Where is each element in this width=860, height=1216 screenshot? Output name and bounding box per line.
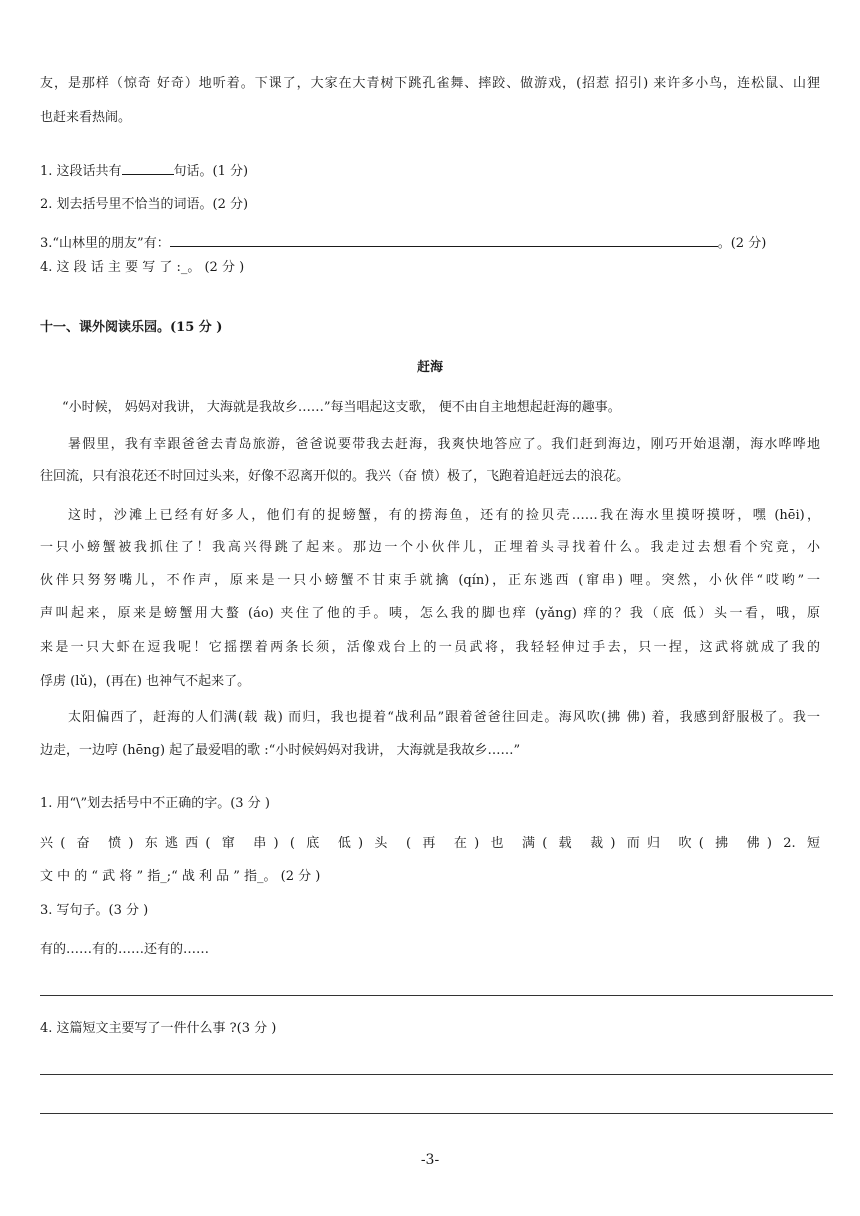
article-line: 俘虏 (lǔ)，(再在) 也神气不起来了。: [40, 674, 251, 689]
question-text: 。(2 分): [717, 236, 767, 251]
page-number: -3-: [420, 1152, 440, 1168]
question-text: 1. 这段话共有: [40, 164, 122, 179]
answer-blank[interactable]: [170, 246, 718, 247]
article-line: 暑假里，我有幸跟爸爸去青岛旅游，爸爸说要带我去赶海，我爽快地答应了。我们赶到海边，刚巧开始退潮，海水哗哗地: [68, 437, 820, 452]
question-2: 文 中 的 “ 武 将 ” 指_;“ 战 利 品 ” 指_。 (2 分 ): [40, 869, 321, 884]
question-text: 句话。(1 分): [173, 164, 249, 179]
question-options-line: 兴( 奋 愤) 东逃西( 窜 串) ( 底 低) 头 ( 再 在) 也 满( 载 裁) 而归 吹( 拂 佛) 2. 短: [40, 836, 820, 851]
article-line: 往回流，只有浪花还不时回过头来，好像不忍离开似的。我兴（奋 愤）极了，飞跑着追赶远去的浪花。: [40, 469, 630, 484]
question-1: [40, 162, 248, 182]
article-line: 边走，一边哼 (hēng) 起了最爱唱的歌 :“小时候妈妈对我讲， 大海就是我故乡……”: [40, 743, 521, 758]
question-3: [40, 234, 766, 254]
question-1: 1. 用“\”划去括号中不正确的字。(3 分 ): [40, 796, 270, 811]
article-line: 来是一只大虾在逗我呢！它摇摆着两条长须，活像戏台上的一员武将，我轻轻伸过手去，只一捏，这武将就成了我的: [40, 640, 820, 655]
question-4: 4. 这 段 话 主 要 写 了 :_。 (2 分 ): [40, 260, 245, 275]
question-3: 3. 写句子。(3 分 ): [40, 903, 149, 918]
answer-blank[interactable]: [122, 174, 174, 175]
question-2: 2. 划去括号里不恰当的词语。(2 分): [40, 197, 249, 212]
article-line: 这时，沙滩上已经有好多人，他们有的捉螃蟹，有的捞海鱼，还有的捡贝壳……我在海水里摸呀摸呀，嘿 (hēi)，: [68, 508, 820, 523]
article-line: 一只小螃蟹被我抓住了！我高兴得跳了起来。那边一个小伙伴儿，正埋着头寻找着什么。我走过去想看个究竟，小: [40, 540, 820, 555]
article-line: 声叫起来，原来是螃蟹用大螯 (áo) 夹住了他的手。咦，怎么我的脚也痒 (yǎng) 痒的？我（底 低）头一看，哦，原: [40, 606, 820, 621]
article-line: 伙伴只努努嘴儿，不作声，原来是一只小螃蟹不甘束手就擒 (qín)，正东逃西 (窜串) 哩。突然，小伙伴“哎哟”一: [40, 573, 820, 588]
question-text: 3.“山林里的朋友”有: [40, 236, 157, 251]
article-line: 太阳偏西了，赶海的人们满(载 裁) 而归，我也提着“战利品”跟着爸爸往回走。海风吹(拂 佛) 着，我感到舒服极了。我一: [68, 710, 820, 725]
section-heading: 十一、课外阅读乐园。(15 分 ): [40, 320, 223, 335]
question-text: ：: [156, 236, 170, 251]
passage-line: 友，是那样（惊奇 好奇）地听着。下课了，大家在大青树下跳孔雀舞、摔跤、做游戏，(招惹 招引) 来许多小鸟，连松鼠、山狸: [40, 76, 820, 91]
passage-line: 也赶来看热闹。: [40, 110, 132, 125]
article-title: 赶海: [416, 360, 443, 375]
answer-line[interactable]: [40, 1113, 833, 1114]
answer-line[interactable]: [40, 1074, 833, 1075]
article-paragraph: “小时候， 妈妈对我讲， 大海就是我故乡……”每当唱起这支歌， 便不由自主地想起赶海的趣事。: [62, 400, 621, 415]
sentence-pattern: 有的……有的……还有的……: [40, 942, 210, 957]
question-4: 4. 这篇短文主要写了一件什么事 ?(3 分 ): [40, 1021, 277, 1036]
answer-line[interactable]: [40, 995, 833, 996]
